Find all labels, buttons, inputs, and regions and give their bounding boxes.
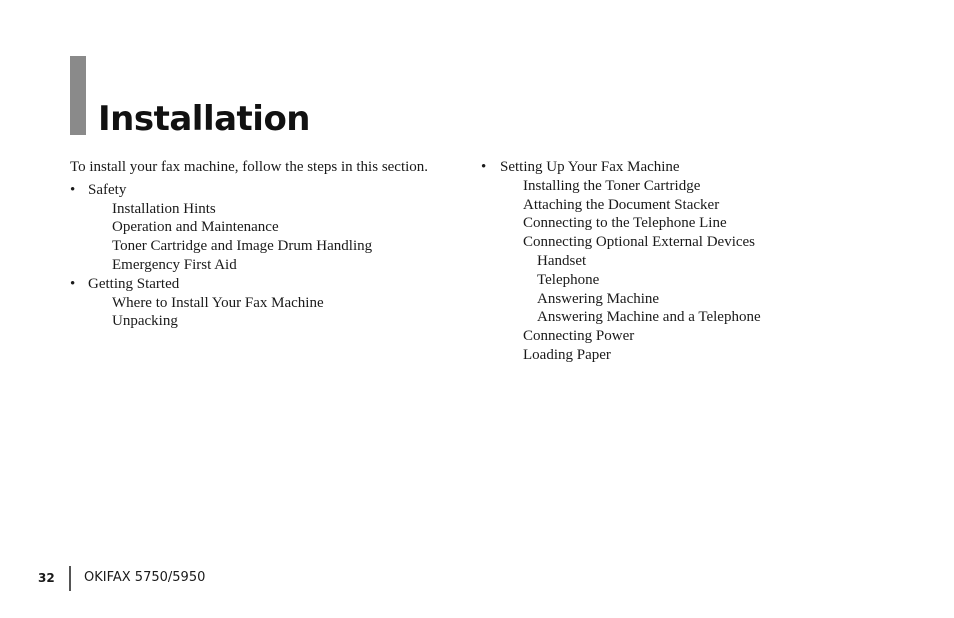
left-topic-list: [70, 181, 460, 331]
subtopic-list: [88, 294, 460, 332]
list-item: Answering Machine: [537, 290, 660, 307]
list-item: Where to Install Your Fax Machine: [112, 294, 324, 311]
list-item: Attaching the Document Stacker: [523, 196, 720, 213]
list-item: [523, 233, 881, 327]
title-accent-bar: [70, 56, 86, 135]
list-item: Unpacking: [112, 313, 178, 330]
topic-safety: [70, 181, 460, 275]
bullet-icon: •: [70, 181, 76, 198]
list-item: Telephone: [537, 271, 600, 288]
list-item: Operation and Maintenance: [112, 219, 279, 236]
topic-label: Setting Up Your Fax Machine: [500, 159, 680, 175]
list-item-label: Connecting Optional External Devices: [523, 234, 756, 251]
product-name: OKIFAX 5750/5950: [84, 570, 206, 585]
right-topic-list: [481, 158, 881, 365]
bullet-icon: •: [481, 159, 487, 175]
list-item: Handset: [537, 252, 587, 269]
list-item: Emergency First Aid: [112, 256, 237, 273]
topic-label: Getting Started: [88, 275, 180, 292]
right-column: [481, 158, 881, 365]
topic-label: Safety: [88, 181, 127, 198]
left-column: [70, 158, 460, 331]
subtopic-list: [88, 200, 460, 275]
topic-setting-up: [481, 158, 881, 365]
footer-divider: [69, 566, 71, 591]
topic-getting-started: [70, 275, 460, 331]
list-item: Installation Hints: [112, 200, 216, 217]
list-item: Toner Cartridge and Image Drum Handling: [112, 238, 373, 255]
bullet-icon: •: [70, 275, 76, 292]
page-number: 32: [38, 571, 55, 585]
list-item: Answering Machine and a Telephone: [537, 309, 761, 326]
list-item: Connecting to the Telephone Line: [523, 215, 727, 232]
list-item: Loading Paper: [523, 346, 611, 363]
device-list: [523, 252, 881, 327]
subtopic-list: [500, 177, 881, 365]
intro-text: To install your fax machine, follow the steps in this section.: [70, 159, 429, 175]
page-title: Installation: [98, 99, 311, 139]
list-item: Connecting Power: [523, 328, 635, 345]
list-item: Installing the Toner Cartridge: [523, 177, 701, 194]
